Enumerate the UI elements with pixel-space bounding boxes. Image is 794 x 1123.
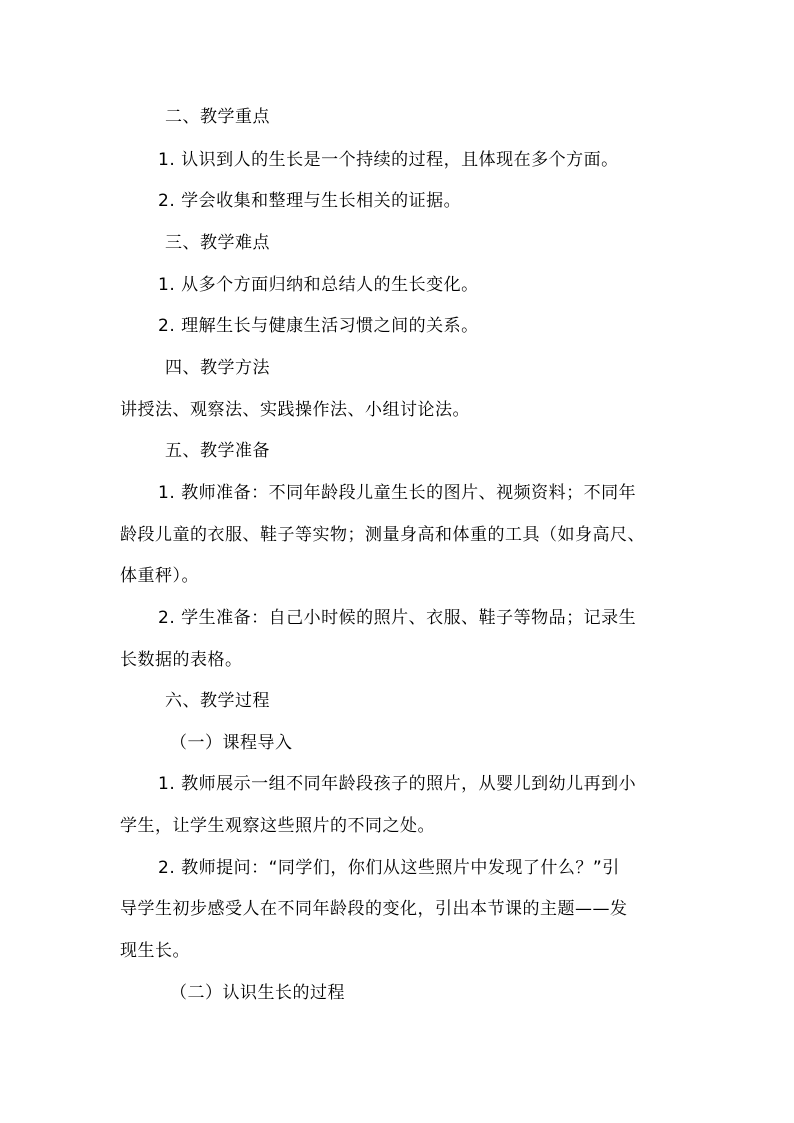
- section-heading-preparation: 五、教学准备: [165, 441, 270, 461]
- student-prep-line-2: 长数据的表格。: [120, 650, 243, 670]
- section-heading-process: 六、教学过程: [165, 691, 270, 711]
- teacher-prep-line-1: 1. 教师准备：不同年龄段儿童生长的图片、视频资料；不同年: [158, 483, 637, 503]
- intro-item-1-line-2: 学生，让学生观察这些照片的不同之处。: [120, 816, 435, 836]
- intro-item-2-line-2: 导学生初步感受人在不同年龄段的变化，引出本节课的主题——发: [120, 899, 628, 919]
- subheading-intro: （一）课程导入: [170, 733, 293, 753]
- subheading-growth: （二）认识生长的过程: [170, 983, 345, 1003]
- difficulty-item-1: 1. 从多个方面归纳和总结人的生长变化。: [158, 275, 479, 295]
- student-prep-line-1: 2. 学生准备：自己小时候的照片、衣服、鞋子等物品；记录生: [158, 608, 637, 628]
- section-heading-focus: 二、教学重点: [165, 107, 270, 127]
- focus-item-2: 2. 学会收集和整理与生长相关的证据。: [158, 191, 462, 211]
- difficulty-item-2: 2. 理解生长与健康生活习惯之间的关系。: [158, 316, 479, 336]
- section-heading-difficulty: 三、教学难点: [165, 233, 270, 253]
- intro-item-1-line-1: 1. 教师展示一组不同年龄段孩子的照片，从婴儿到幼儿再到小: [158, 774, 637, 794]
- focus-item-1: 1. 认识到人的生长是一个持续的过程，且体现在多个方面。: [158, 150, 619, 170]
- teacher-prep-line-2: 龄段儿童的衣服、鞋子等实物；测量身高和体重的工具（如身高尺、: [120, 525, 645, 545]
- methods-text: 讲授法、观察法、实践操作法、小组讨论法。: [120, 400, 470, 420]
- intro-item-2-line-1: 2. 教师提问：“同学们，你们从这些照片中发现了什么？”引: [158, 858, 620, 878]
- teacher-prep-line-3: 体重秤）。: [120, 566, 199, 586]
- section-heading-methods: 四、教学方法: [165, 358, 270, 378]
- intro-item-2-line-3: 现生长。: [120, 941, 190, 961]
